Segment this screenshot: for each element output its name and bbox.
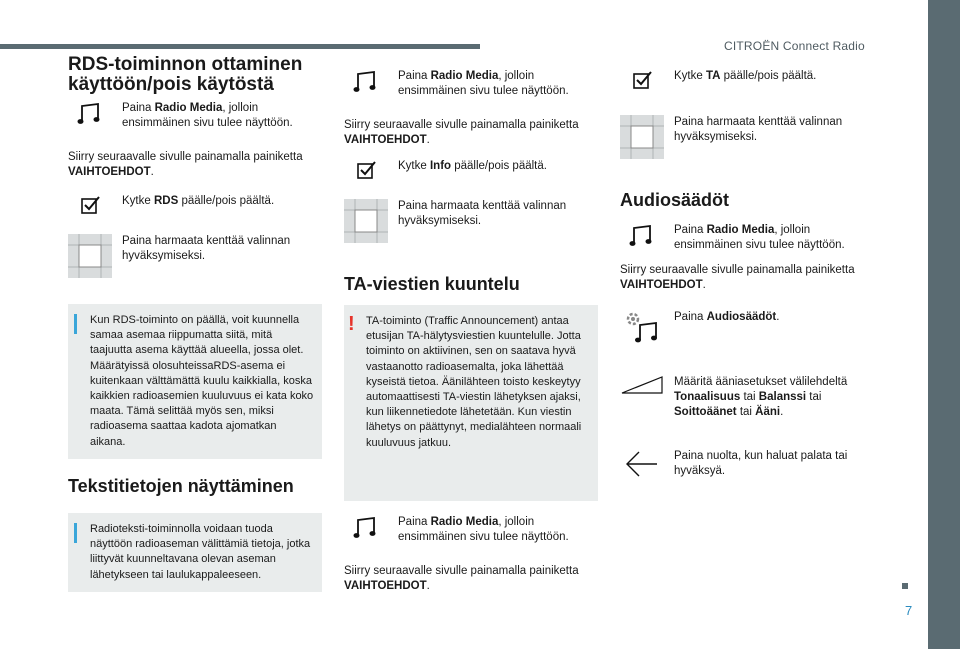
checkbox-icon (68, 194, 112, 216)
radiotext-info-note: Radioteksti-toiminnolla voidaan tuoda näyttöön radioaseman välittämiä tietoja, jotka liittyvät kuunneltavana olevan aseman lähetykseen tai laulukappaleeseen. (68, 513, 322, 592)
music-note-icon (344, 69, 388, 95)
page-end-marker (902, 583, 908, 589)
warning-icon: ! (348, 313, 355, 335)
ta-step-toggle: Kytke TA päälle/pois päältä. (620, 69, 874, 91)
info-marker-icon (74, 314, 77, 334)
music-note-icon (344, 515, 388, 541)
ta-options-text: Siirry seuraavalle sivulle painamalla painiketta VAIHTOEHDOT. (344, 565, 579, 592)
rds-step-radio-media: Paina Radio Media, jolloin ensimmäinen sivu tulee näyttöön. (68, 101, 322, 131)
grid-confirm-icon (344, 199, 388, 243)
header-title: CITROËN Connect Radio (724, 39, 865, 53)
info-step-toggle: Kytke Info päälle/pois päältä. (344, 159, 598, 181)
audio-step-tabs: Määritä ääniasetukset välilehdeltä Tonaalisuus tai Balanssi tai Soittoäänet tai Ääni. (620, 375, 874, 420)
column-1 (68, 54, 324, 581)
rds-step-confirm: Paina harmaata kenttää valinnan hyväksymiseksi. (68, 234, 322, 278)
audio-options-text: Siirry seuraavalle sivulle painamalla painiketta VAIHTOEHDOT. (620, 264, 855, 291)
info-step-confirm: Paina harmaata kenttää valinnan hyväksymiseksi. (344, 199, 598, 243)
rds-heading: RDS-toiminnon ottaminen käyttöön/pois käytöstä (68, 54, 303, 95)
music-note-icon (68, 101, 112, 127)
ta-warning-note: ! TA-toiminto (Traffic Announcement) antaa etusijan TA-hälytysviestien kuuntelulle. Jotta toiminto on aktiivinen, sen on saatava hyvä vastaanotto radioasemalta, joka lähettää kyseistä tietoa. Äänilähteen toisto keskeytyy automaattisesti TA-viestin lähetyksen ajaksi, kun liikennetiedote lähetetään. Kun viestin lähetys on päättynyt, medialähteen normaali kuuluvuus jatkuu. (344, 305, 598, 501)
ta-step-confirm: Paina harmaata kenttää valinnan hyväksymiseksi. (620, 115, 874, 159)
header-bar (0, 44, 480, 49)
checkbox-icon (620, 69, 664, 91)
ta-step-radio-media-2: Paina Radio Media, jolloin ensimmäinen sivu tulee näyttöön. (344, 515, 598, 545)
gear-music-icon (620, 310, 664, 346)
ta-step-radio-media: Paina Radio Media, jolloin ensimmäinen sivu tulee näyttöön. (344, 69, 598, 99)
info-options-text: Siirry seuraavalle sivulle painamalla painiketta VAIHTOEHDOT. (344, 119, 579, 146)
audio-step-radio-media: Paina Radio Media, jolloin ensimmäinen sivu tulee näyttöön. (620, 223, 874, 253)
rds-info-note: Kun RDS-toiminto on päällä, voit kuunnella samaa asemaa riippumatta siitä, mitä taajuutta asema käyttää alueella, jossa olet. Määrätyissä olosuhteissaRDS-asema ei kuitenkaan välttämättä kuulu kaikkialla, koska kaikkien radioasemien kuuluvuus ei kata koko maata. Tämä selittää myös sen, miksi radioasema saattaa kadota ajomatkan aikana. (68, 304, 322, 459)
audio-heading: Audiosäädöt (620, 190, 730, 210)
music-note-icon (620, 223, 664, 249)
slider-icon (620, 375, 664, 397)
rds-options-text: Siirry seuraavalle sivulle painamalla painiketta VAIHTOEHDOT. (68, 151, 303, 178)
grid-confirm-icon (68, 234, 112, 278)
audio-step-settings: Paina Audiosäädöt. (620, 310, 874, 346)
audio-step-back: Paina nuolta, kun haluat palata tai hyväksyä. (620, 449, 874, 479)
rds-step-toggle: Kytke RDS päälle/pois päältä. (68, 194, 322, 216)
info-marker-icon (74, 523, 77, 543)
checkbox-icon (344, 159, 388, 181)
ta-heading: TA-viestien kuuntelu (344, 274, 520, 294)
radiotext-heading: Tekstitietojen näyttäminen (68, 476, 294, 496)
side-band (928, 0, 960, 649)
back-arrow-icon (620, 449, 664, 479)
page-number: 7 (905, 603, 913, 618)
grid-confirm-icon (620, 115, 664, 159)
